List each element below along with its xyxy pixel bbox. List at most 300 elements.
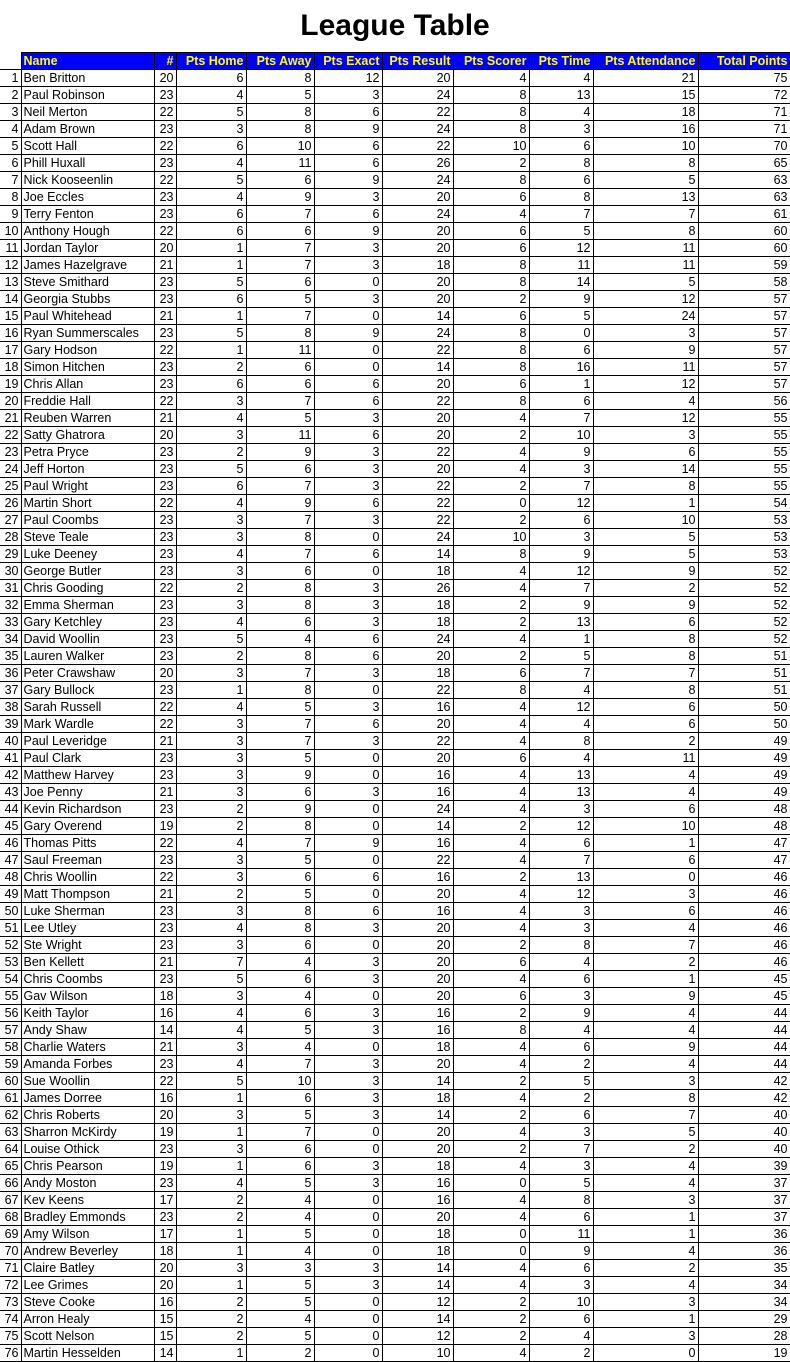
- row-index-cell: 9: [0, 206, 21, 223]
- pts-attendance-cell: 2: [593, 954, 698, 971]
- pts-time-cell: 5: [529, 1073, 593, 1090]
- pts-away-cell: 7: [246, 716, 314, 733]
- pts-result-cell: 24: [382, 325, 453, 342]
- games-played-cell: 23: [154, 155, 176, 172]
- row-index-cell: 41: [0, 750, 21, 767]
- player-name-cell: Adam Brown: [21, 121, 154, 138]
- pts-scorer-cell: 4: [453, 801, 529, 818]
- pts-attendance-cell: 6: [593, 444, 698, 461]
- pts-result-cell: 20: [382, 648, 453, 665]
- pts-exact-cell: 6: [314, 546, 382, 563]
- column-header-pts-attendance[interactable]: Pts Attendance: [593, 53, 698, 70]
- games-played-cell: 22: [154, 104, 176, 121]
- pts-attendance-cell: 5: [593, 546, 698, 563]
- pts-scorer-cell: 4: [453, 767, 529, 784]
- pts-result-cell: 20: [382, 461, 453, 478]
- pts-scorer-cell: 2: [453, 155, 529, 172]
- player-name-cell: Kevin Richardson: [21, 801, 154, 818]
- pts-exact-cell: 6: [314, 393, 382, 410]
- pts-exact-cell: 0: [314, 801, 382, 818]
- pts-attendance-cell: 9: [593, 1039, 698, 1056]
- row-index-cell: 58: [0, 1039, 21, 1056]
- column-header-pts-away[interactable]: Pts Away: [246, 53, 314, 70]
- column-header-pts-time[interactable]: Pts Time: [529, 53, 593, 70]
- pts-scorer-cell: 4: [453, 631, 529, 648]
- pts-scorer-cell: 2: [453, 1073, 529, 1090]
- pts-exact-cell: 0: [314, 988, 382, 1005]
- pts-time-cell: 1: [529, 631, 593, 648]
- pts-scorer-cell: 4: [453, 1124, 529, 1141]
- pts-attendance-cell: 10: [593, 512, 698, 529]
- games-played-cell: 22: [154, 172, 176, 189]
- pts-result-cell: 20: [382, 988, 453, 1005]
- row-index-cell: 34: [0, 631, 21, 648]
- pts-exact-cell: 3: [314, 1260, 382, 1277]
- pts-time-cell: 9: [529, 597, 593, 614]
- pts-home-cell: 4: [176, 1022, 246, 1039]
- total-points-cell: 47: [698, 835, 790, 852]
- player-name-cell: Matthew Harvey: [21, 767, 154, 784]
- pts-scorer-cell: 4: [453, 699, 529, 716]
- row-index-cell: 71: [0, 1260, 21, 1277]
- pts-time-cell: 6: [529, 1209, 593, 1226]
- pts-result-cell: 18: [382, 1090, 453, 1107]
- pts-exact-cell: 3: [314, 954, 382, 971]
- table-row: [0, 767, 790, 784]
- pts-time-cell: 11: [529, 257, 593, 274]
- pts-scorer-cell: 8: [453, 87, 529, 104]
- column-header-pts-result[interactable]: Pts Result: [382, 53, 453, 70]
- pts-time-cell: 5: [529, 1175, 593, 1192]
- pts-result-cell: 14: [382, 308, 453, 325]
- pts-result-cell: 16: [382, 869, 453, 886]
- games-played-cell: 23: [154, 1056, 176, 1073]
- pts-scorer-cell: 6: [453, 988, 529, 1005]
- total-points-cell: 50: [698, 716, 790, 733]
- player-name-cell: Paul Whitehead: [21, 308, 154, 325]
- total-points-cell: 19: [698, 1345, 790, 1362]
- table-row: [0, 1277, 790, 1294]
- pts-time-cell: 3: [529, 529, 593, 546]
- games-played-cell: 22: [154, 835, 176, 852]
- pts-away-cell: 5: [246, 852, 314, 869]
- games-played-cell: 20: [154, 665, 176, 682]
- table-row: [0, 1090, 790, 1107]
- player-name-cell: Mark Wardle: [21, 716, 154, 733]
- games-played-cell: 16: [154, 1090, 176, 1107]
- games-played-cell: 22: [154, 393, 176, 410]
- row-index-cell: 63: [0, 1124, 21, 1141]
- pts-home-cell: 1: [176, 257, 246, 274]
- table-row: [0, 665, 790, 682]
- row-index-cell: 51: [0, 920, 21, 937]
- player-name-cell: Phill Huxall: [21, 155, 154, 172]
- player-name-cell: Lee Grimes: [21, 1277, 154, 1294]
- row-index-cell: 57: [0, 1022, 21, 1039]
- player-name-cell: Chris Woollin: [21, 869, 154, 886]
- pts-result-cell: 18: [382, 257, 453, 274]
- row-index-cell: 28: [0, 529, 21, 546]
- total-points-cell: 46: [698, 954, 790, 971]
- table-row: [0, 104, 790, 121]
- table-row: [0, 1039, 790, 1056]
- pts-away-cell: 6: [246, 1141, 314, 1158]
- table-row: [0, 291, 790, 308]
- pts-attendance-cell: 2: [593, 580, 698, 597]
- row-index-cell: 40: [0, 733, 21, 750]
- pts-home-cell: 3: [176, 529, 246, 546]
- player-name-cell: Louise Othick: [21, 1141, 154, 1158]
- pts-exact-cell: 6: [314, 631, 382, 648]
- pts-exact-cell: 0: [314, 1328, 382, 1345]
- column-header-total-points[interactable]: Total Points: [698, 53, 790, 70]
- table-row: [0, 359, 790, 376]
- games-played-cell: 17: [154, 1192, 176, 1209]
- pts-attendance-cell: 5: [593, 529, 698, 546]
- pts-home-cell: 6: [176, 138, 246, 155]
- pts-home-cell: 5: [176, 274, 246, 291]
- player-name-cell: Paul Wright: [21, 478, 154, 495]
- table-row: [0, 1311, 790, 1328]
- column-header-name[interactable]: Name: [21, 53, 154, 70]
- pts-scorer-cell: 4: [453, 835, 529, 852]
- pts-away-cell: 8: [246, 121, 314, 138]
- player-name-cell: Reuben Warren: [21, 410, 154, 427]
- pts-attendance-cell: 11: [593, 240, 698, 257]
- pts-exact-cell: 6: [314, 903, 382, 920]
- pts-away-cell: 5: [246, 750, 314, 767]
- row-index-cell: 59: [0, 1056, 21, 1073]
- pts-exact-cell: 3: [314, 733, 382, 750]
- table-row: [0, 801, 790, 818]
- pts-away-cell: 6: [246, 223, 314, 240]
- pts-away-cell: 6: [246, 784, 314, 801]
- total-points-cell: 42: [698, 1090, 790, 1107]
- total-points-cell: 72: [698, 87, 790, 104]
- pts-home-cell: 2: [176, 580, 246, 597]
- games-played-cell: 19: [154, 1158, 176, 1175]
- pts-scorer-cell: 6: [453, 376, 529, 393]
- total-points-cell: 53: [698, 529, 790, 546]
- pts-result-cell: 22: [382, 733, 453, 750]
- player-name-cell: Scott Nelson: [21, 1328, 154, 1345]
- row-index-cell: 33: [0, 614, 21, 631]
- total-points-cell: 47: [698, 852, 790, 869]
- pts-result-cell: 22: [382, 512, 453, 529]
- table-row: [0, 580, 790, 597]
- pts-scorer-cell: 2: [453, 869, 529, 886]
- pts-away-cell: 7: [246, 1124, 314, 1141]
- pts-time-cell: 3: [529, 920, 593, 937]
- pts-away-cell: 11: [246, 342, 314, 359]
- pts-time-cell: 1: [529, 376, 593, 393]
- pts-result-cell: 12: [382, 1328, 453, 1345]
- pts-attendance-cell: 10: [593, 138, 698, 155]
- pts-scorer-cell: 4: [453, 1209, 529, 1226]
- pts-time-cell: 7: [529, 580, 593, 597]
- pts-away-cell: 7: [246, 240, 314, 257]
- pts-home-cell: 4: [176, 87, 246, 104]
- pts-away-cell: 9: [246, 767, 314, 784]
- pts-result-cell: 22: [382, 104, 453, 121]
- table-row: [0, 971, 790, 988]
- row-index-cell: 53: [0, 954, 21, 971]
- pts-home-cell: 3: [176, 716, 246, 733]
- pts-exact-cell: 0: [314, 342, 382, 359]
- pts-exact-cell: 6: [314, 495, 382, 512]
- table-row: [0, 512, 790, 529]
- total-points-cell: 57: [698, 325, 790, 342]
- pts-scorer-cell: 2: [453, 1328, 529, 1345]
- pts-exact-cell: 3: [314, 240, 382, 257]
- player-name-cell: Andrew Beverley: [21, 1243, 154, 1260]
- pts-time-cell: 6: [529, 971, 593, 988]
- pts-attendance-cell: 0: [593, 1345, 698, 1362]
- pts-away-cell: 11: [246, 155, 314, 172]
- row-index-cell: 19: [0, 376, 21, 393]
- pts-home-cell: 3: [176, 1141, 246, 1158]
- pts-time-cell: 8: [529, 733, 593, 750]
- pts-exact-cell: 3: [314, 580, 382, 597]
- pts-away-cell: 5: [246, 1022, 314, 1039]
- pts-scorer-cell: 2: [453, 1107, 529, 1124]
- row-index-cell: 31: [0, 580, 21, 597]
- pts-result-cell: 20: [382, 920, 453, 937]
- pts-attendance-cell: 3: [593, 1192, 698, 1209]
- pts-scorer-cell: 2: [453, 614, 529, 631]
- total-points-cell: 46: [698, 920, 790, 937]
- pts-scorer-cell: 4: [453, 903, 529, 920]
- pts-scorer-cell: 4: [453, 852, 529, 869]
- player-name-cell: Gary Overend: [21, 818, 154, 835]
- pts-exact-cell: 12: [314, 70, 382, 87]
- player-name-cell: Matt Thompson: [21, 886, 154, 903]
- player-name-cell: Luke Deeney: [21, 546, 154, 563]
- total-points-cell: 71: [698, 121, 790, 138]
- table-row: [0, 954, 790, 971]
- pts-away-cell: 7: [246, 478, 314, 495]
- pts-away-cell: 4: [246, 631, 314, 648]
- games-played-cell: 23: [154, 529, 176, 546]
- games-played-cell: 21: [154, 410, 176, 427]
- pts-attendance-cell: 3: [593, 1328, 698, 1345]
- pts-time-cell: 6: [529, 835, 593, 852]
- games-played-cell: 21: [154, 784, 176, 801]
- pts-home-cell: 3: [176, 1039, 246, 1056]
- games-played-cell: 18: [154, 1243, 176, 1260]
- player-name-cell: Claire Batley: [21, 1260, 154, 1277]
- pts-exact-cell: 0: [314, 1209, 382, 1226]
- total-points-cell: 40: [698, 1141, 790, 1158]
- player-name-cell: Chris Roberts: [21, 1107, 154, 1124]
- pts-away-cell: 6: [246, 274, 314, 291]
- pts-home-cell: 3: [176, 121, 246, 138]
- total-points-cell: 44: [698, 1056, 790, 1073]
- total-points-cell: 51: [698, 682, 790, 699]
- pts-result-cell: 16: [382, 1175, 453, 1192]
- row-index-cell: 18: [0, 359, 21, 376]
- player-name-cell: Saul Freeman: [21, 852, 154, 869]
- games-played-cell: 23: [154, 750, 176, 767]
- games-played-cell: 21: [154, 954, 176, 971]
- pts-scorer-cell: 6: [453, 308, 529, 325]
- pts-result-cell: 26: [382, 155, 453, 172]
- player-name-cell: Charlie Waters: [21, 1039, 154, 1056]
- pts-scorer-cell: 8: [453, 257, 529, 274]
- total-points-cell: 49: [698, 733, 790, 750]
- row-index-cell: 3: [0, 104, 21, 121]
- pts-home-cell: 1: [176, 682, 246, 699]
- pts-away-cell: 8: [246, 580, 314, 597]
- games-played-cell: 23: [154, 903, 176, 920]
- pts-result-cell: 22: [382, 852, 453, 869]
- table-row: [0, 835, 790, 852]
- pts-scorer-cell: 2: [453, 818, 529, 835]
- pts-time-cell: 2: [529, 1090, 593, 1107]
- pts-result-cell: 14: [382, 1073, 453, 1090]
- pts-time-cell: 4: [529, 954, 593, 971]
- pts-exact-cell: 6: [314, 155, 382, 172]
- games-played-cell: 23: [154, 189, 176, 206]
- row-index-cell: 6: [0, 155, 21, 172]
- pts-exact-cell: 3: [314, 444, 382, 461]
- pts-scorer-cell: 4: [453, 444, 529, 461]
- player-name-cell: Jordan Taylor: [21, 240, 154, 257]
- table-row: [0, 70, 790, 87]
- pts-result-cell: 18: [382, 1158, 453, 1175]
- pts-attendance-cell: 9: [593, 342, 698, 359]
- pts-attendance-cell: 4: [593, 1277, 698, 1294]
- row-index-cell: 56: [0, 1005, 21, 1022]
- pts-away-cell: 5: [246, 1226, 314, 1243]
- pts-away-cell: 7: [246, 546, 314, 563]
- total-points-cell: 63: [698, 172, 790, 189]
- total-points-cell: 57: [698, 359, 790, 376]
- pts-exact-cell: 3: [314, 1090, 382, 1107]
- games-played-cell: 23: [154, 631, 176, 648]
- pts-attendance-cell: 4: [593, 393, 698, 410]
- table-row: [0, 189, 790, 206]
- pts-home-cell: 5: [176, 461, 246, 478]
- games-played-cell: 22: [154, 716, 176, 733]
- table-row: [0, 1345, 790, 1362]
- pts-time-cell: 5: [529, 223, 593, 240]
- pts-home-cell: 4: [176, 1056, 246, 1073]
- total-points-cell: 51: [698, 665, 790, 682]
- pts-home-cell: 3: [176, 988, 246, 1005]
- pts-result-cell: 14: [382, 1277, 453, 1294]
- pts-result-cell: 18: [382, 1243, 453, 1260]
- pts-time-cell: 12: [529, 699, 593, 716]
- pts-attendance-cell: 13: [593, 189, 698, 206]
- games-played-cell: 21: [154, 886, 176, 903]
- pts-exact-cell: 0: [314, 359, 382, 376]
- table-row: [0, 427, 790, 444]
- pts-scorer-cell: 6: [453, 223, 529, 240]
- pts-attendance-cell: 5: [593, 1124, 698, 1141]
- total-points-cell: 71: [698, 104, 790, 121]
- row-index-cell: 67: [0, 1192, 21, 1209]
- pts-away-cell: 5: [246, 87, 314, 104]
- pts-home-cell: 4: [176, 155, 246, 172]
- row-index-cell: 16: [0, 325, 21, 342]
- total-points-cell: 34: [698, 1277, 790, 1294]
- pts-attendance-cell: 18: [593, 104, 698, 121]
- table-row: [0, 1294, 790, 1311]
- pts-away-cell: 8: [246, 325, 314, 342]
- player-name-cell: Gav Wilson: [21, 988, 154, 1005]
- pts-time-cell: 8: [529, 937, 593, 954]
- pts-result-cell: 24: [382, 87, 453, 104]
- total-points-cell: 42: [698, 1073, 790, 1090]
- total-points-cell: 55: [698, 410, 790, 427]
- total-points-cell: 49: [698, 784, 790, 801]
- row-index-cell: 45: [0, 818, 21, 835]
- games-played-cell: 23: [154, 648, 176, 665]
- column-header-pts-scorer[interactable]: Pts Scorer: [453, 53, 529, 70]
- row-index-cell: 32: [0, 597, 21, 614]
- pts-scorer-cell: 6: [453, 750, 529, 767]
- total-points-cell: 60: [698, 223, 790, 240]
- pts-result-cell: 10: [382, 1345, 453, 1362]
- pts-scorer-cell: 4: [453, 1260, 529, 1277]
- pts-time-cell: 9: [529, 1243, 593, 1260]
- player-name-cell: Lee Utley: [21, 920, 154, 937]
- column-header-pts-exact[interactable]: Pts Exact: [314, 53, 382, 70]
- player-name-cell: Kev Keens: [21, 1192, 154, 1209]
- games-played-cell: 23: [154, 1175, 176, 1192]
- player-name-cell: Scott Hall: [21, 138, 154, 155]
- pts-away-cell: 6: [246, 971, 314, 988]
- pts-result-cell: 22: [382, 495, 453, 512]
- pts-time-cell: 3: [529, 903, 593, 920]
- table-row: [0, 1022, 790, 1039]
- pts-time-cell: 3: [529, 801, 593, 818]
- pts-away-cell: 6: [246, 937, 314, 954]
- pts-home-cell: 2: [176, 886, 246, 903]
- pts-attendance-cell: 7: [593, 665, 698, 682]
- pts-away-cell: 5: [246, 886, 314, 903]
- pts-attendance-cell: 10: [593, 818, 698, 835]
- pts-away-cell: 11: [246, 427, 314, 444]
- pts-away-cell: 10: [246, 138, 314, 155]
- pts-home-cell: 4: [176, 546, 246, 563]
- total-points-cell: 48: [698, 818, 790, 835]
- row-index-cell: 69: [0, 1226, 21, 1243]
- total-points-cell: 53: [698, 512, 790, 529]
- games-played-cell: 14: [154, 1022, 176, 1039]
- pts-time-cell: 4: [529, 750, 593, 767]
- pts-home-cell: 1: [176, 1243, 246, 1260]
- row-index-cell: 10: [0, 223, 21, 240]
- league-table: [0, 52, 790, 1362]
- player-name-cell: Bradley Emmonds: [21, 1209, 154, 1226]
- row-index-cell: 38: [0, 699, 21, 716]
- column-header-pts-home[interactable]: Pts Home: [176, 53, 246, 70]
- pts-home-cell: 4: [176, 410, 246, 427]
- total-points-cell: 57: [698, 291, 790, 308]
- pts-scorer-cell: 0: [453, 1226, 529, 1243]
- total-points-cell: 44: [698, 1022, 790, 1039]
- pts-result-cell: 16: [382, 1005, 453, 1022]
- pts-home-cell: 5: [176, 1073, 246, 1090]
- row-index-cell: 26: [0, 495, 21, 512]
- column-header-games[interactable]: #: [154, 53, 176, 70]
- pts-home-cell: 2: [176, 801, 246, 818]
- pts-time-cell: 16: [529, 359, 593, 376]
- total-points-cell: 49: [698, 767, 790, 784]
- total-points-cell: 36: [698, 1226, 790, 1243]
